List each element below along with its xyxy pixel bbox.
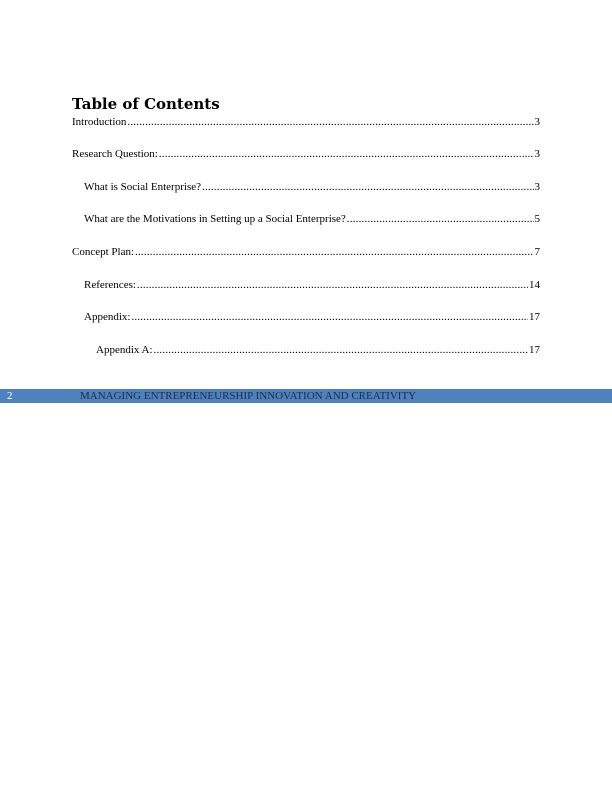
dot-leader bbox=[137, 278, 528, 292]
toc-entry-label: References: bbox=[84, 279, 136, 291]
dot-leader bbox=[347, 212, 534, 226]
toc-title: Table of Contents bbox=[72, 95, 220, 113]
dot-leader bbox=[127, 115, 533, 129]
toc-entry-page-number: 3 bbox=[534, 148, 540, 160]
toc-entry-page-number: 5 bbox=[534, 213, 540, 225]
dot-leader bbox=[131, 310, 528, 324]
toc-entry-page-number: 7 bbox=[534, 246, 540, 258]
toc-entry-label: Appendix A: bbox=[96, 344, 153, 356]
toc-entry-page-number: 17 bbox=[529, 344, 540, 356]
dot-leader bbox=[159, 147, 534, 161]
toc-entry-label: Appendix: bbox=[84, 311, 131, 323]
toc-entry-concept-plan[interactable] bbox=[72, 245, 540, 259]
toc-entry-label: What is Social Enterprise? bbox=[84, 181, 201, 193]
toc-entry-page-number: 17 bbox=[529, 311, 540, 323]
toc-entry-label: Introduction bbox=[72, 116, 127, 128]
header-page-number: 2 bbox=[7, 390, 13, 402]
toc-entry-page-number: 3 bbox=[534, 116, 540, 128]
toc-entry-page-number: 14 bbox=[529, 279, 540, 291]
toc-entry-page-number: 3 bbox=[534, 181, 540, 193]
toc-entry-what-is-social-enterprise[interactable] bbox=[84, 180, 540, 194]
running-header bbox=[0, 389, 612, 403]
toc-entry-references[interactable] bbox=[84, 278, 540, 292]
toc-entry-label: Research Question: bbox=[72, 148, 158, 160]
toc-entry-introduction[interactable] bbox=[72, 115, 540, 129]
toc-entry-research-question[interactable] bbox=[72, 147, 540, 161]
dot-leader bbox=[202, 180, 534, 194]
toc-entry-appendix-a[interactable] bbox=[96, 343, 540, 357]
toc-entry-label: What are the Motivations in Setting up a Social Enterprise? bbox=[84, 213, 346, 225]
toc-entry-label: Concept Plan: bbox=[72, 246, 135, 258]
dot-leader bbox=[135, 245, 533, 259]
toc-entry-appendix[interactable] bbox=[84, 310, 540, 324]
toc-entry-motivations[interactable] bbox=[84, 212, 540, 226]
header-title: MANAGING ENTREPRENEURSHIP INNOVATION AND CREATIVITY bbox=[80, 390, 417, 402]
toc-list bbox=[0, 0, 612, 380]
dot-leader bbox=[154, 343, 528, 357]
